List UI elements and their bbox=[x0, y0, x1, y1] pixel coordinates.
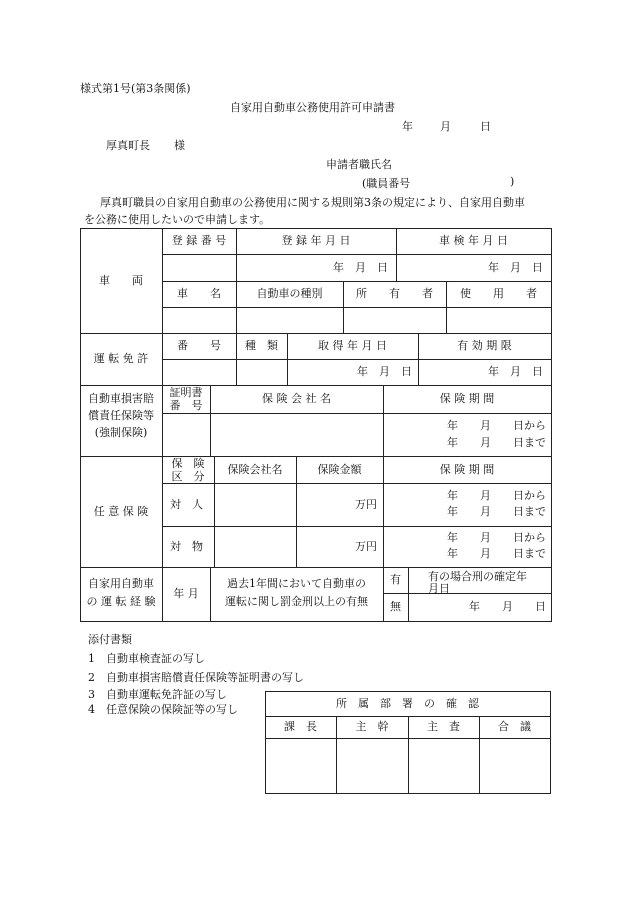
attachment-item-1: 1 自動車検査証の写し bbox=[88, 652, 205, 665]
reg-number-header: 登 録 番 号 bbox=[171, 234, 227, 248]
addressee: 厚真町長 bbox=[106, 139, 150, 152]
insurance-category-header-2: 区 分 bbox=[171, 469, 205, 483]
owner-field[interactable] bbox=[343, 307, 446, 333]
property-amount-field[interactable]: 万円 bbox=[355, 539, 377, 553]
compulsory-label-3: (強制保険) bbox=[94, 426, 148, 440]
cert-number-header-1: 証明書 bbox=[169, 385, 203, 399]
history-yes-option[interactable]: 有 bbox=[390, 573, 401, 587]
license-kind-field[interactable] bbox=[236, 359, 287, 385]
vehicle-type-field[interactable] bbox=[236, 307, 343, 333]
confirm-seal-inspector[interactable] bbox=[408, 738, 479, 793]
vehicle-type-header: 自動車の種別 bbox=[256, 287, 323, 301]
property-company-field[interactable] bbox=[214, 526, 296, 567]
date-year-label: 年 bbox=[402, 120, 413, 133]
user-field[interactable] bbox=[446, 307, 551, 333]
car-name-header: 車 名 bbox=[177, 287, 221, 301]
owner-header: 所 有 者 bbox=[356, 287, 433, 301]
confirm-col-inspector: 主 査 bbox=[427, 720, 460, 734]
per-person-label: 対 人 bbox=[170, 497, 203, 511]
cert-number-header-2: 番 号 bbox=[169, 398, 203, 412]
date-month-label: 月 bbox=[440, 120, 451, 133]
optional-company-header: 保険会社名 bbox=[227, 462, 283, 476]
compulsory-from[interactable]: 年 月 日から bbox=[447, 419, 546, 433]
confirm-col-chief: 主 幹 bbox=[355, 720, 389, 734]
compulsory-period-header: 保 険 期 間 bbox=[439, 392, 495, 406]
license-acquired-header: 取 得 年 月 日 bbox=[318, 339, 387, 353]
addressee-suffix: 様 bbox=[174, 139, 185, 152]
license-expiry-header: 有 効 期 限 bbox=[457, 339, 512, 353]
compulsory-to[interactable]: 年 月 日まで bbox=[447, 436, 546, 450]
body-text-line2: を公務に使用したいので申請します。 bbox=[84, 213, 271, 226]
insurance-category-header-1: 保 険 bbox=[171, 456, 205, 470]
optional-period-header: 保 険 期 間 bbox=[439, 462, 495, 476]
license-label: 運 転 免 許 bbox=[93, 352, 149, 366]
body-text-line1: 厚真町職員の自家用自動車の公務使用に関する規則第3条の規定により、自家用自動車 bbox=[100, 196, 525, 209]
compulsory-label-2: 償責任保険等 bbox=[88, 409, 154, 423]
cert-number-field[interactable] bbox=[162, 413, 210, 456]
attachment-item-3: 3 自動車運転免許証の写し bbox=[88, 688, 227, 701]
history-conviction-date[interactable]: 年 月 日 bbox=[469, 600, 546, 614]
reg-date-header: 登 録 年 月 日 bbox=[281, 234, 351, 248]
reg-date-field[interactable]: 年 月 日 bbox=[333, 260, 388, 274]
confirm-seal-consultation[interactable] bbox=[479, 738, 550, 793]
user-header: 使 用 者 bbox=[460, 287, 537, 301]
history-question-1: 過去1年間において自動車の bbox=[227, 577, 366, 591]
attachment-item-4: 4 任意保険の保険証等の写し bbox=[88, 703, 238, 716]
form-title: 自家用自動車公務使用許可申請書 bbox=[230, 101, 395, 114]
inspection-date-field[interactable]: 年 月 日 bbox=[488, 260, 543, 274]
license-kind-header: 種 類 bbox=[245, 339, 278, 353]
employee-number-label: (職員番号 bbox=[362, 177, 411, 190]
history-label-1: 自家用自動車 bbox=[88, 577, 154, 591]
property-period-from[interactable]: 年 月 日から bbox=[447, 531, 546, 545]
compulsory-company-field[interactable] bbox=[210, 413, 383, 456]
person-period-from[interactable]: 年 月 日から bbox=[447, 489, 546, 503]
history-label-2: の 運 転 経 験 bbox=[86, 595, 156, 609]
employee-number-close: ) bbox=[510, 175, 515, 188]
history-no-option[interactable]: 無 bbox=[390, 600, 401, 614]
form-number: 様式第1号(第3条関係) bbox=[80, 82, 191, 95]
car-name-field[interactable] bbox=[162, 307, 236, 333]
confirm-col-section-chief: 課 長 bbox=[284, 720, 317, 734]
history-question-2: 運転に関し罰金刑以上の有無 bbox=[225, 595, 368, 609]
confirm-title: 所 属 部 署 の 確 認 bbox=[336, 696, 479, 710]
confirm-seal-section-chief[interactable] bbox=[265, 738, 336, 793]
per-property-label: 対 物 bbox=[170, 539, 203, 553]
confirm-col-consultation: 合 議 bbox=[498, 720, 531, 734]
inspection-date-header: 車 検 年 月 日 bbox=[439, 234, 508, 248]
optional-insurance-label: 任 意 保 険 bbox=[93, 504, 149, 518]
person-period-to[interactable]: 年 月 日まで bbox=[447, 505, 546, 519]
person-amount-field[interactable]: 万円 bbox=[355, 497, 377, 511]
applicant-name-label: 申請者職氏名 bbox=[326, 158, 392, 171]
history-yes-note-1: 有の場合刑の確定年 bbox=[428, 570, 527, 583]
date-day-label: 日 bbox=[480, 120, 491, 133]
vehicle-label: 車 両 bbox=[99, 273, 143, 287]
compulsory-label-1: 自動車損害賠 bbox=[88, 392, 154, 406]
license-number-field[interactable] bbox=[162, 359, 236, 385]
history-yes-note-2: 月日 bbox=[428, 582, 450, 595]
reg-number-field[interactable] bbox=[162, 254, 236, 281]
license-expiry-field[interactable]: 年 月 日 bbox=[488, 365, 543, 379]
confirm-seal-chief[interactable] bbox=[336, 738, 408, 793]
history-year-month[interactable]: 年 月 bbox=[173, 587, 199, 601]
license-number-header: 番 号 bbox=[177, 339, 221, 353]
optional-amount-header: 保険金額 bbox=[317, 462, 362, 476]
compulsory-company-header: 保 険 会 社 名 bbox=[262, 392, 331, 406]
person-company-field[interactable] bbox=[214, 483, 296, 526]
attachment-item-2: 2 自動車損害賠償責任保険等証明書の写し bbox=[88, 671, 304, 684]
license-acquired-field[interactable]: 年 月 日 bbox=[357, 365, 412, 379]
property-period-to[interactable]: 年 月 日まで bbox=[447, 547, 546, 561]
attachments-heading: 添付書類 bbox=[88, 633, 132, 646]
